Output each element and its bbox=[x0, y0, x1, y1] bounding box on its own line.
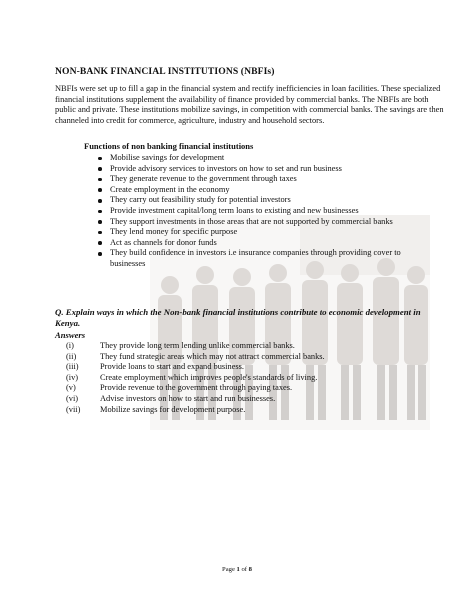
bullet-icon bbox=[98, 188, 102, 192]
answer-item bbox=[66, 373, 426, 384]
answer-text: Provide loans to start and expand business. bbox=[100, 362, 244, 372]
intro-paragraph: NBFIs were set up to fill a gap in the financial system and rectify inefficiencies in loan facilities. These specialized financial institutions supplement the availability of finance provided by commercial banks. The NBFIs are both public and private. These institutions mobilize savings, in competition with commercial banks. The savings are then channeled into credit for commerce, agriculture, industry and household sectors. bbox=[55, 84, 444, 125]
bullet-icon bbox=[98, 199, 102, 203]
answer-number: (vi) bbox=[66, 393, 79, 403]
answer-text: Provide revenue to the government through paying taxes. bbox=[100, 383, 293, 393]
list-item: They generate revenue to the government through taxes bbox=[98, 174, 403, 185]
page-label: Page bbox=[222, 566, 235, 573]
functions-heading: Functions of non banking financial institutions bbox=[84, 141, 254, 151]
page-separator: of bbox=[241, 566, 247, 573]
answer-text: They provide long term lending unlike commercial banks. bbox=[100, 341, 295, 350]
bullet-icon bbox=[98, 167, 102, 171]
functions-list bbox=[98, 153, 403, 270]
answer-text: Create employment which improves people's standards of living. bbox=[100, 372, 318, 382]
bullet-icon bbox=[98, 220, 102, 224]
answer-item bbox=[66, 352, 426, 363]
answer-text: Advise investors on how to start and run businesses. bbox=[100, 393, 276, 403]
page-footer bbox=[0, 566, 474, 573]
list-item: They build confidence in investors i.e insurance companies through providing cover to businesses bbox=[98, 248, 403, 269]
list-item: Provide investment capital/long term loans to existing and new businesses bbox=[98, 206, 403, 217]
bullet-icon bbox=[98, 241, 102, 245]
answer-item bbox=[66, 383, 426, 394]
answer-number: (vii) bbox=[66, 404, 81, 414]
answer-item bbox=[66, 341, 426, 352]
answer-number: (v) bbox=[66, 383, 76, 393]
answer-number: (iv) bbox=[66, 372, 79, 382]
answer-item bbox=[66, 405, 426, 416]
list-item: Create employment in the economy bbox=[98, 185, 403, 196]
bullet-icon bbox=[98, 252, 102, 256]
answer-number: (ii) bbox=[66, 351, 77, 361]
list-item: Mobilise savings for development bbox=[98, 153, 403, 164]
question-text: Q. Explain ways in which the Non-bank financial institutions contribute to economic development in Kenya. bbox=[55, 307, 421, 328]
list-item: Act as channels for donor funds bbox=[98, 238, 403, 249]
answers-list bbox=[66, 341, 426, 415]
bullet-icon bbox=[98, 231, 102, 235]
list-item: They support investments in those areas that are not supported by commercial banks bbox=[98, 217, 403, 228]
bullet-icon bbox=[98, 157, 102, 161]
answer-text: They fund strategic areas which may not attract commercial banks. bbox=[100, 351, 325, 361]
list-item: They carry out feasibility study for potential investors bbox=[98, 195, 403, 206]
answer-item bbox=[66, 362, 426, 373]
bullet-icon bbox=[98, 210, 102, 214]
answer-number: (i) bbox=[66, 341, 74, 350]
answer-text: Mobilize savings for development purpose. bbox=[100, 404, 246, 414]
answer-item bbox=[66, 394, 426, 405]
answer-number: (iii) bbox=[66, 362, 79, 372]
page-title: NON-BANK FINANCIAL INSTITUTIONS (NBFIs) bbox=[55, 66, 275, 77]
list-item: Provide advisory services to investors on how to set and run business bbox=[98, 164, 403, 175]
bullet-icon bbox=[98, 178, 102, 182]
answers-heading: Answers bbox=[55, 330, 86, 340]
list-item: They lend money for specific purpose bbox=[98, 227, 403, 238]
total-pages-number: 8 bbox=[248, 566, 252, 573]
current-page-number: 1 bbox=[236, 566, 240, 573]
